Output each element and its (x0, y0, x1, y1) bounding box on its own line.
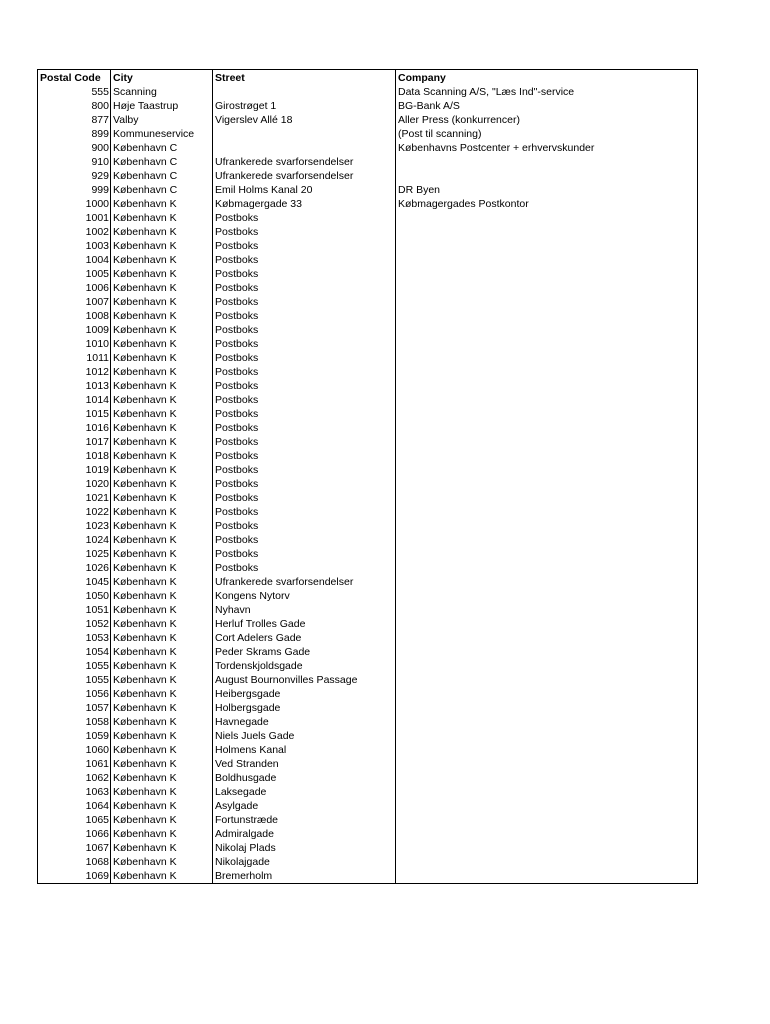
street-cell: Postboks (213, 281, 396, 295)
table-row (38, 841, 698, 855)
postal-code-cell: 1045 (38, 575, 111, 589)
street-cell: Postboks (213, 547, 396, 561)
city-cell: København K (111, 771, 213, 785)
street-cell: Postboks (213, 295, 396, 309)
city-cell: København K (111, 603, 213, 617)
company-cell (396, 169, 698, 183)
city-cell: København K (111, 365, 213, 379)
table-row (38, 253, 698, 267)
postal-code-cell: 1018 (38, 449, 111, 463)
company-cell (396, 547, 698, 561)
postal-code-cell: 1006 (38, 281, 111, 295)
company-cell (396, 813, 698, 827)
table-row (38, 197, 698, 211)
street-cell: August Bournonvilles Passage (213, 673, 396, 687)
street-cell: Nyhavn (213, 603, 396, 617)
postal-code-cell: 1014 (38, 393, 111, 407)
table-row (38, 533, 698, 547)
company-cell (396, 253, 698, 267)
company-cell: Aller Press (konkurrencer) (396, 113, 698, 127)
table-row (38, 799, 698, 813)
street-cell: Havnegade (213, 715, 396, 729)
company-cell (396, 575, 698, 589)
company-cell (396, 225, 698, 239)
company-cell (396, 477, 698, 491)
street-cell: Postboks (213, 407, 396, 421)
postal-code-cell: 1005 (38, 267, 111, 281)
table-row (38, 407, 698, 421)
postal-code-cell: 1008 (38, 309, 111, 323)
company-cell (396, 239, 698, 253)
table-row (38, 239, 698, 253)
company-cell (396, 645, 698, 659)
table-row (38, 99, 698, 113)
company-cell (396, 519, 698, 533)
postal-code-cell: 1003 (38, 239, 111, 253)
postal-code-cell: 1013 (38, 379, 111, 393)
postal-code-cell: 1067 (38, 841, 111, 855)
street-cell: Postboks (213, 351, 396, 365)
header-row (38, 70, 698, 86)
table-row (38, 225, 698, 239)
company-cell (396, 659, 698, 673)
company-cell (396, 561, 698, 575)
city-cell: København K (111, 757, 213, 771)
table-row (38, 771, 698, 785)
postal-code-cell: 1002 (38, 225, 111, 239)
street-cell: Postboks (213, 239, 396, 253)
street-cell: Herluf Trolles Gade (213, 617, 396, 631)
city-cell: Høje Taastrup (111, 99, 213, 113)
company-cell (396, 715, 698, 729)
postal-code-cell: 1019 (38, 463, 111, 477)
street-cell: Admiralgade (213, 827, 396, 841)
street-cell: Postboks (213, 519, 396, 533)
table-row (38, 141, 698, 155)
street-cell (213, 141, 396, 155)
company-cell (396, 365, 698, 379)
postal-code-cell: 999 (38, 183, 111, 197)
postal-code-cell: 910 (38, 155, 111, 169)
postal-code-cell: 1059 (38, 729, 111, 743)
company-cell: DR Byen (396, 183, 698, 197)
city-cell: København K (111, 687, 213, 701)
table-row (38, 631, 698, 645)
postal-code-cell: 1001 (38, 211, 111, 225)
street-cell: Postboks (213, 337, 396, 351)
postal-code-cell: 1056 (38, 687, 111, 701)
table-row (38, 295, 698, 309)
city-cell: København K (111, 295, 213, 309)
city-cell: København K (111, 631, 213, 645)
city-cell: København K (111, 449, 213, 463)
company-cell (396, 505, 698, 519)
city-cell: København K (111, 561, 213, 575)
city-cell: København K (111, 799, 213, 813)
city-cell: København K (111, 701, 213, 715)
company-cell (396, 449, 698, 463)
company-cell (396, 589, 698, 603)
company-cell (396, 827, 698, 841)
city-cell: København K (111, 211, 213, 225)
table-row (38, 659, 698, 673)
city-cell: København K (111, 281, 213, 295)
street-cell: Nikolaj Plads (213, 841, 396, 855)
postal-code-cell: 1000 (38, 197, 111, 211)
city-cell: København K (111, 519, 213, 533)
postal-code-table (37, 69, 698, 884)
street-cell: Niels Juels Gade (213, 729, 396, 743)
city-cell: København K (111, 589, 213, 603)
city-cell: København K (111, 813, 213, 827)
table-row (38, 491, 698, 505)
postal-code-cell: 1020 (38, 477, 111, 491)
table-row (38, 463, 698, 477)
postal-code-cell: 1050 (38, 589, 111, 603)
table-row (38, 505, 698, 519)
postal-code-cell: 1015 (38, 407, 111, 421)
city-cell: København K (111, 575, 213, 589)
company-cell (396, 491, 698, 505)
street-cell: Tordenskjoldsgade (213, 659, 396, 673)
street-cell: Ved Stranden (213, 757, 396, 771)
table-row (38, 785, 698, 799)
street-cell: Vigerslev Allé 18 (213, 113, 396, 127)
street-cell (213, 127, 396, 141)
table-row (38, 113, 698, 127)
city-cell: København C (111, 169, 213, 183)
city-cell: København K (111, 309, 213, 323)
company-cell (396, 337, 698, 351)
postal-code-cell: 1062 (38, 771, 111, 785)
street-cell: Bremerholm (213, 869, 396, 884)
table-row (38, 337, 698, 351)
postal-code-cell: 1052 (38, 617, 111, 631)
street-cell: Laksegade (213, 785, 396, 799)
postal-code-cell: 1004 (38, 253, 111, 267)
street-cell: Fortunstræde (213, 813, 396, 827)
street-cell: Postboks (213, 505, 396, 519)
city-cell: København K (111, 351, 213, 365)
postal-code-cell: 1012 (38, 365, 111, 379)
street-cell: Heibergsgade (213, 687, 396, 701)
company-cell (396, 771, 698, 785)
street-cell: Nikolajgade (213, 855, 396, 869)
postal-code-cell: 1025 (38, 547, 111, 561)
city-cell: København C (111, 183, 213, 197)
table-row (38, 477, 698, 491)
table-row (38, 869, 698, 884)
table-row (38, 729, 698, 743)
company-cell (396, 687, 698, 701)
postal-code-cell: 1055 (38, 659, 111, 673)
postal-code-cell: 1053 (38, 631, 111, 645)
street-cell: Ufrankerede svarforsendelser (213, 575, 396, 589)
company-cell (396, 785, 698, 799)
table-row (38, 267, 698, 281)
city-cell: København K (111, 617, 213, 631)
table-body (38, 85, 698, 884)
city-cell: København K (111, 785, 213, 799)
city-cell: København K (111, 393, 213, 407)
company-cell (396, 603, 698, 617)
company-cell (396, 211, 698, 225)
street-cell: Postboks (213, 309, 396, 323)
table-row (38, 603, 698, 617)
postal-code-cell: 1051 (38, 603, 111, 617)
city-cell: København K (111, 645, 213, 659)
city-cell: København K (111, 673, 213, 687)
company-cell (396, 855, 698, 869)
postal-code-cell: 1007 (38, 295, 111, 309)
street-cell: Postboks (213, 267, 396, 281)
postal-code-cell: 899 (38, 127, 111, 141)
company-cell: Københavns Postcenter + erhvervskunder (396, 141, 698, 155)
postal-code-cell: 1058 (38, 715, 111, 729)
company-cell: (Post til scanning) (396, 127, 698, 141)
company-cell (396, 533, 698, 547)
city-cell: København K (111, 841, 213, 855)
postal-code-cell: 1069 (38, 869, 111, 884)
street-cell: Holbergsgade (213, 701, 396, 715)
company-cell (396, 841, 698, 855)
company-cell (396, 407, 698, 421)
city-cell: København K (111, 197, 213, 211)
street-cell: Postboks (213, 393, 396, 407)
city-cell: København K (111, 743, 213, 757)
company-cell (396, 295, 698, 309)
table-row (38, 813, 698, 827)
table-row (38, 155, 698, 169)
table-row (38, 85, 698, 99)
table-row (38, 827, 698, 841)
street-cell: Postboks (213, 421, 396, 435)
company-cell (396, 379, 698, 393)
street-cell: Postboks (213, 463, 396, 477)
company-cell (396, 701, 698, 715)
city-cell: København K (111, 253, 213, 267)
street-cell: Postboks (213, 449, 396, 463)
header-company: Company (396, 70, 698, 86)
postal-code-cell: 877 (38, 113, 111, 127)
postal-code-cell: 1011 (38, 351, 111, 365)
city-cell: København K (111, 477, 213, 491)
street-cell: Postboks (213, 253, 396, 267)
postal-code-cell: 1024 (38, 533, 111, 547)
table-row (38, 421, 698, 435)
company-cell (396, 393, 698, 407)
city-cell: København K (111, 659, 213, 673)
street-cell: Postboks (213, 477, 396, 491)
table-row (38, 309, 698, 323)
city-cell: Valby (111, 113, 213, 127)
company-cell (396, 673, 698, 687)
table-row (38, 351, 698, 365)
postal-code-cell: 929 (38, 169, 111, 183)
table-row (38, 393, 698, 407)
company-cell (396, 631, 698, 645)
city-cell: København K (111, 505, 213, 519)
postal-code-cell: 900 (38, 141, 111, 155)
city-cell: Scanning (111, 85, 213, 99)
company-cell (396, 351, 698, 365)
company-cell: Data Scanning A/S, "Læs Ind"-service (396, 85, 698, 99)
postal-code-cell: 1068 (38, 855, 111, 869)
table-row (38, 855, 698, 869)
street-cell: Postboks (213, 225, 396, 239)
table-row (38, 365, 698, 379)
city-cell: København K (111, 869, 213, 884)
city-cell: København K (111, 379, 213, 393)
city-cell: København K (111, 855, 213, 869)
street-cell: Postboks (213, 435, 396, 449)
postal-code-cell: 1057 (38, 701, 111, 715)
header-city: City (111, 70, 213, 86)
company-cell: BG-Bank A/S (396, 99, 698, 113)
company-cell (396, 323, 698, 337)
table-row (38, 757, 698, 771)
company-cell (396, 435, 698, 449)
street-cell: Ufrankerede svarforsendelser (213, 169, 396, 183)
postal-code-cell: 1021 (38, 491, 111, 505)
table-row (38, 435, 698, 449)
street-cell: Købmagergade 33 (213, 197, 396, 211)
postal-code-cell: 1022 (38, 505, 111, 519)
company-cell (396, 757, 698, 771)
city-cell: København K (111, 421, 213, 435)
table-row (38, 589, 698, 603)
city-cell: København K (111, 547, 213, 561)
street-cell: Postboks (213, 323, 396, 337)
city-cell: København K (111, 239, 213, 253)
street-cell: Emil Holms Kanal 20 (213, 183, 396, 197)
city-cell: København K (111, 407, 213, 421)
header-street: Street (213, 70, 396, 86)
company-cell (396, 267, 698, 281)
company-cell (396, 743, 698, 757)
postal-code-cell: 1026 (38, 561, 111, 575)
company-cell: Købmagergades Postkontor (396, 197, 698, 211)
table-row (38, 715, 698, 729)
city-cell: København K (111, 435, 213, 449)
postal-code-cell: 1016 (38, 421, 111, 435)
city-cell: København C (111, 155, 213, 169)
postal-code-cell: 1010 (38, 337, 111, 351)
table-row (38, 547, 698, 561)
table-row (38, 379, 698, 393)
street-cell: Postboks (213, 561, 396, 575)
city-cell: København K (111, 533, 213, 547)
city-cell: København K (111, 491, 213, 505)
street-cell: Holmens Kanal (213, 743, 396, 757)
street-cell: Asylgade (213, 799, 396, 813)
table-row (38, 323, 698, 337)
table-row (38, 701, 698, 715)
street-cell: Postboks (213, 491, 396, 505)
company-cell (396, 421, 698, 435)
postal-code-cell: 1055 (38, 673, 111, 687)
city-cell: Kommuneservice (111, 127, 213, 141)
table-row (38, 561, 698, 575)
postal-code-cell: 1017 (38, 435, 111, 449)
table-row (38, 183, 698, 197)
table-row (38, 211, 698, 225)
postal-code-cell: 1023 (38, 519, 111, 533)
city-cell: København K (111, 827, 213, 841)
postal-code-cell: 1009 (38, 323, 111, 337)
street-cell: Postboks (213, 211, 396, 225)
company-cell (396, 729, 698, 743)
city-cell: København K (111, 267, 213, 281)
company-cell (396, 617, 698, 631)
postal-code-cell: 1065 (38, 813, 111, 827)
street-cell: Cort Adelers Gade (213, 631, 396, 645)
company-cell (396, 869, 698, 884)
city-cell: København K (111, 715, 213, 729)
table-row (38, 449, 698, 463)
city-cell: København K (111, 323, 213, 337)
table-row (38, 617, 698, 631)
street-cell: Ufrankerede svarforsendelser (213, 155, 396, 169)
postal-code-cell: 1061 (38, 757, 111, 771)
street-cell: Postboks (213, 379, 396, 393)
company-cell (396, 309, 698, 323)
company-cell (396, 155, 698, 169)
city-cell: København K (111, 729, 213, 743)
street-cell (213, 85, 396, 99)
street-cell: Kongens Nytorv (213, 589, 396, 603)
street-cell: Postboks (213, 365, 396, 379)
table-row (38, 645, 698, 659)
postal-code-cell: 1064 (38, 799, 111, 813)
postal-code-cell: 555 (38, 85, 111, 99)
header-postal-code: Postal Code (38, 70, 111, 86)
street-cell: Boldhusgade (213, 771, 396, 785)
city-cell: København C (111, 141, 213, 155)
table-row (38, 575, 698, 589)
postal-code-cell: 800 (38, 99, 111, 113)
company-cell (396, 799, 698, 813)
city-cell: København K (111, 337, 213, 351)
company-cell (396, 463, 698, 477)
table-row (38, 169, 698, 183)
street-cell: Girostrøget 1 (213, 99, 396, 113)
postal-code-cell: 1066 (38, 827, 111, 841)
table-row (38, 687, 698, 701)
table-row (38, 519, 698, 533)
table-row (38, 673, 698, 687)
table-row (38, 743, 698, 757)
postal-code-cell: 1063 (38, 785, 111, 799)
street-cell: Peder Skrams Gade (213, 645, 396, 659)
postal-code-cell: 1060 (38, 743, 111, 757)
postal-code-cell: 1054 (38, 645, 111, 659)
table-row (38, 127, 698, 141)
street-cell: Postboks (213, 533, 396, 547)
table-row (38, 281, 698, 295)
company-cell (396, 281, 698, 295)
city-cell: København K (111, 463, 213, 477)
city-cell: København K (111, 225, 213, 239)
